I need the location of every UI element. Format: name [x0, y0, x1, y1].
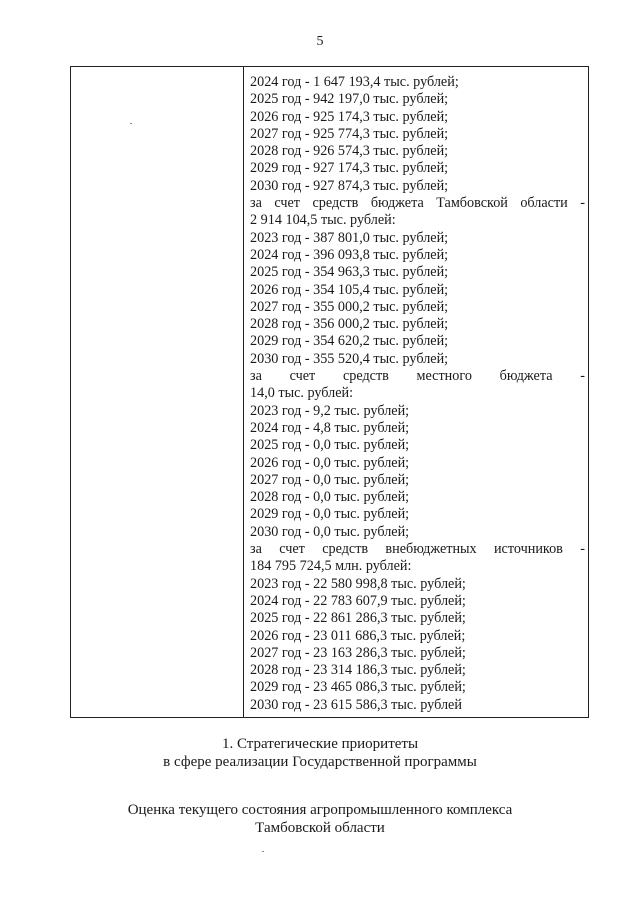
funding-line: 2023 год - 22 580 998,8 тыс. рублей; — [250, 575, 466, 592]
scan-speck — [130, 123, 132, 124]
funding-line: 2024 год - 22 783 607,9 тыс. рублей; — [250, 592, 466, 609]
funding-source-word: местного — [416, 368, 472, 385]
funding-line: 2027 год - 23 163 286,3 тыс. рублей; — [250, 644, 466, 661]
funding-line: 184 795 724,5 млн. рублей: — [250, 558, 412, 575]
funding-source-word: за — [250, 541, 262, 558]
funding-source-word: средств — [322, 541, 369, 558]
funding-source-word: счет — [274, 195, 301, 212]
funding-line: 2027 год - 925 774,3 тыс. рублей; — [250, 125, 449, 142]
funding-line: 2030 год - 927 874,3 тыс. рублей; — [250, 177, 449, 194]
funding-source-word: счет — [279, 541, 305, 558]
section-heading-line-2: в сфере реализации Государственной программы — [163, 754, 477, 770]
funding-source-word: области — [520, 195, 568, 212]
funding-source-word: - — [580, 195, 585, 212]
funding-line: 2029 год - 23 465 086,3 тыс. рублей; — [250, 679, 466, 696]
funding-source-word: средств — [312, 195, 359, 212]
funding-line: 2025 год - 354 963,3 тыс. рублей; — [250, 264, 449, 281]
funding-line: 2028 год - 926 574,3 тыс. рублей; — [250, 143, 449, 160]
funding-source-word: бюджета — [499, 368, 553, 385]
funding-table — [70, 66, 589, 718]
funding-line: 2028 год - 356 000,2 тыс. рублей; — [250, 316, 449, 333]
funding-source-word: внебюджетных — [385, 541, 477, 558]
section-heading-line-1: 1. Стратегические приоритеты — [221, 736, 419, 752]
funding-line: 2030 год - 23 615 586,3 тыс. рублей — [250, 696, 462, 713]
funding-line: 2030 год - 0,0 тыс. рублей; — [250, 523, 410, 540]
subsection-heading-line-2: Тамбовской области — [255, 820, 385, 836]
funding-source-word: счет — [289, 368, 316, 385]
funding-line: 2023 год - 387 801,0 тыс. рублей; — [250, 229, 449, 246]
funding-line: 2026 год - 23 011 686,3 тыс. рублей; — [250, 627, 466, 644]
funding-line: 2027 год - 355 000,2 тыс. рублей; — [250, 298, 449, 315]
funding-line: 2026 год - 925 174,3 тыс. рублей; — [250, 108, 449, 125]
funding-line: 2026 год - 0,0 тыс. рублей; — [250, 454, 410, 471]
table-left-cell — [71, 67, 244, 717]
funding-line: 2024 год - 396 093,8 тыс. рублей; — [250, 246, 449, 263]
funding-source-word: за — [250, 368, 262, 385]
funding-source-line — [250, 368, 585, 385]
funding-source-word: - — [580, 541, 585, 558]
funding-line: 2025 год - 0,0 тыс. рублей; — [250, 437, 410, 454]
subsection-heading-line-1: Оценка текущего состояния агропромышленного комплекса — [127, 802, 513, 818]
funding-line: 2027 год - 0,0 тыс. рублей; — [250, 471, 410, 488]
funding-source-word: источников — [493, 541, 563, 558]
funding-line: 2029 год - 927 174,3 тыс. рублей; — [250, 160, 449, 177]
funding-source-word: средств — [342, 368, 389, 385]
section-heading — [0, 735, 640, 771]
subsection-heading — [0, 801, 640, 837]
funding-line: 2025 год - 22 861 286,3 тыс. рублей; — [250, 610, 466, 627]
funding-line: 2028 год - 23 314 186,3 тыс. рублей; — [250, 662, 466, 679]
funding-line: 2030 год - 355 520,4 тыс. рублей; — [250, 350, 449, 367]
funding-source-line — [250, 195, 585, 212]
funding-line: 2026 год - 354 105,4 тыс. рублей; — [250, 281, 449, 298]
funding-line: 2024 год - 1 647 193,4 тыс. рублей; — [250, 74, 459, 90]
section-block — [0, 735, 640, 837]
funding-source-line — [250, 541, 585, 558]
funding-line: 2 914 104,5 тыс. рублей: — [250, 212, 396, 229]
funding-line: 14,0 тыс. рублей: — [250, 385, 354, 402]
scan-speck — [262, 851, 264, 852]
funding-line: 2023 год - 9,2 тыс. рублей; — [250, 402, 410, 419]
page-number: 5 — [316, 34, 324, 49]
funding-source-word: за — [250, 195, 262, 212]
funding-line: 2029 год - 354 620,2 тыс. рублей; — [250, 333, 449, 350]
funding-source-word: Тамбовской — [436, 195, 508, 212]
funding-source-word: - — [580, 368, 585, 385]
funding-line: 2024 год - 4,8 тыс. рублей; — [250, 419, 410, 436]
funding-line: 2025 год - 942 197,0 тыс. рублей; — [250, 91, 449, 108]
funding-line: 2028 год - 0,0 тыс. рублей; — [250, 489, 410, 506]
funding-source-word: бюджета — [370, 195, 424, 212]
funding-line: 2029 год - 0,0 тыс. рублей; — [250, 506, 410, 523]
funding-cell — [244, 67, 588, 717]
